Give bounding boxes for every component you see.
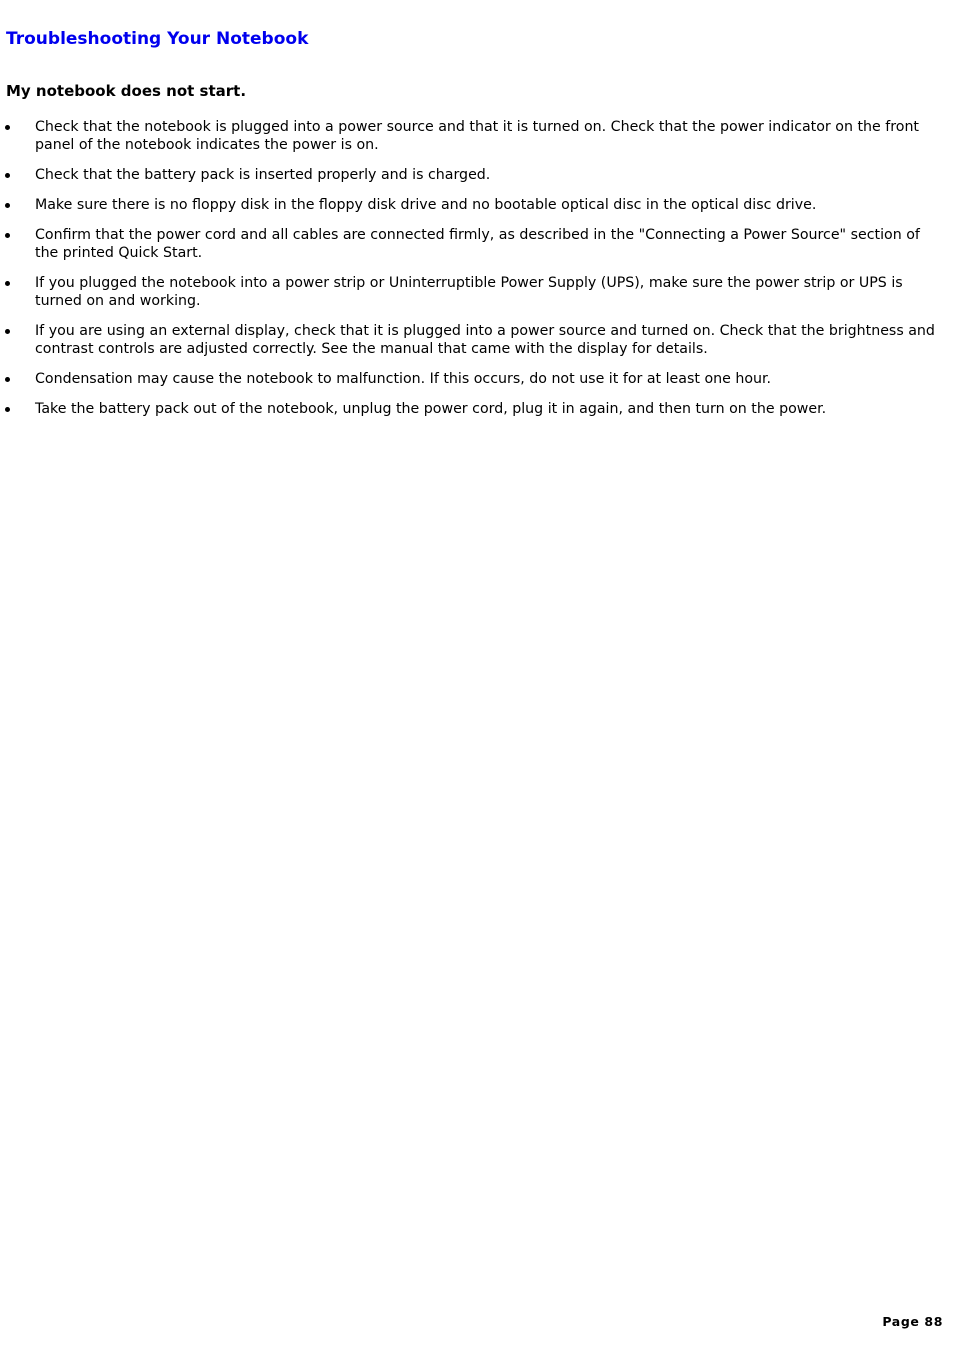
bullet-icon — [5, 233, 10, 238]
bullet-icon — [5, 203, 10, 208]
list-item-text: Take the battery pack out of the notebook, unplug the power cord, plug it in again, and then turn on the power. — [35, 401, 827, 417]
bullet-icon — [5, 407, 10, 412]
list-item-text: Make sure there is no floppy disk in the floppy disk drive and no bootable optical disc in the optical disc drive. — [35, 197, 817, 213]
list-item — [0, 370, 940, 388]
list-item — [0, 400, 940, 418]
list-item-text: If you plugged the notebook into a power strip or Uninterruptible Power Supply (UPS), make sure the power strip or UPS is turned on and working. — [35, 275, 903, 309]
list-item — [0, 226, 940, 262]
list-item-text: Check that the battery pack is inserted properly and is charged. — [35, 167, 491, 183]
bullet-icon — [5, 281, 10, 286]
list-item — [0, 322, 940, 358]
list-item — [0, 274, 940, 310]
troubleshooting-list — [0, 118, 940, 430]
list-item — [0, 196, 940, 214]
bullet-icon — [5, 377, 10, 382]
bullet-icon — [5, 329, 10, 334]
bullet-icon — [5, 125, 10, 130]
list-item — [0, 118, 940, 154]
page-title: Troubleshooting Your Notebook — [6, 29, 309, 49]
section-heading: My notebook does not start. — [6, 82, 247, 100]
page-number: Page 88 — [882, 1314, 943, 1329]
list-item-text: Confirm that the power cord and all cables are connected firmly, as described in the "Connecting a Power Source" section of the printed Quick Start. — [35, 227, 920, 261]
list-item-text: If you are using an external display, check that it is plugged into a power source and turned on. Check that the brightness and contrast controls are adjusted correctly. See the manual that came with the display for details. — [35, 323, 935, 357]
list-item-text: Condensation may cause the notebook to malfunction. If this occurs, do not use it for at least one hour. — [35, 371, 772, 387]
list-item — [0, 166, 940, 184]
list-item-text: Check that the notebook is plugged into a power source and that it is turned on. Check that the power indicator on the front panel of the notebook indicates the power is on. — [35, 119, 919, 153]
bullet-icon — [5, 173, 10, 178]
